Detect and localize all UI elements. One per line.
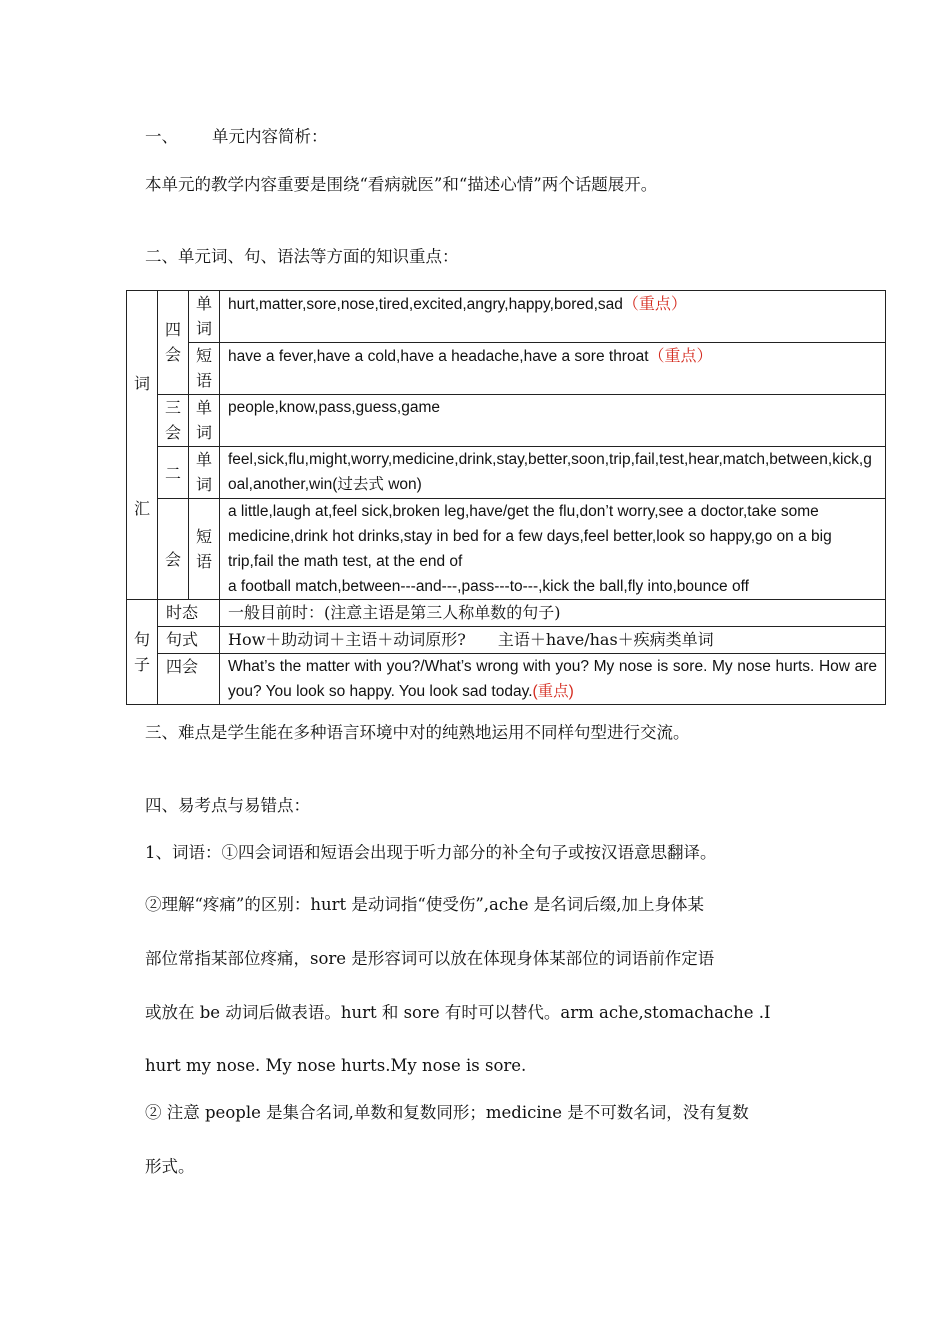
four-content-cell [220, 654, 886, 705]
vocab-label-2: 汇 [133, 499, 150, 518]
r5-content-cell [220, 499, 886, 600]
r4-text: feel,sick,flu,might,worry,medicine,drink,stay,better,soon,trip,fail,test,hear,match,between,kick,goal,another,win(过去式 won) [228, 451, 872, 493]
type-cell [189, 447, 220, 499]
level-two-top-cell [158, 447, 189, 499]
r3-text: people,know,pass,guess,game [228, 399, 440, 416]
sentence-category-cell [127, 600, 158, 705]
level-three-cell [158, 395, 189, 447]
table-row [127, 499, 886, 600]
table-row [127, 627, 886, 654]
type-phrase-label: 短语 [195, 346, 212, 390]
table-row [127, 291, 886, 343]
section1-heading-number: 一、 [145, 127, 178, 146]
sentence-label: 句子 [133, 629, 150, 674]
type-word-label: 单词 [195, 450, 212, 494]
table-row [127, 654, 886, 705]
vocab-category-cell [127, 291, 158, 600]
section4-paragraph-5: hurt my nose. My nose hurts.My nose is sore. [145, 1056, 527, 1075]
tense-text: 一般目前时：(注意主语是第三人称单数的句子) [228, 603, 561, 622]
type-cell [189, 343, 220, 395]
section4-paragraph-7: 形式。 [145, 1157, 195, 1176]
section4-heading: 四、易考点与易错点： [145, 796, 310, 815]
type-word-label: 单词 [195, 398, 212, 442]
section4-paragraph-3: 部位常指某部位疼痛，sore 是形容词可以放在体现身体某部位的词语前作定语 [145, 949, 715, 968]
type-cell [189, 499, 220, 600]
r2-text: have a fever,have a cold,have a headache,have a sore throat [228, 348, 649, 365]
four-text: What’s the matter with you?/What’s wrong with you? My nose is sore. My nose hurts. How are you? You look so happy. You look sad today. [228, 658, 877, 700]
table-row [127, 447, 886, 499]
r1-text: hurt,matter,sore,nose,tired,excited,angry,happy,bored,sad [228, 296, 623, 313]
level-two-label-a: 二 [164, 464, 181, 483]
section4-paragraph-1: 1、词语：①四会词语和短语会出现于听力部分的补全句子或按汉语意思翻译。 [145, 843, 717, 862]
pattern-label: 句式 [166, 630, 199, 649]
level-four-cell [158, 291, 189, 395]
type-word-label: 单词 [195, 294, 212, 338]
four-label: 四会 [166, 657, 199, 676]
level-four-label: 四会 [164, 320, 181, 364]
four-emphasis-mark: (重点) [532, 683, 574, 700]
r5-text: a little,laugh at,feel sick,broken leg,have/get the flu,don’t worry,see a doctor,take some medicine,drink hot drinks,stay in bed for a few days,feel better,look so happy,go on a big trip,fail the math test, at the end of [228, 503, 832, 570]
r2-emphasis-mark: （重点） [648, 346, 713, 365]
pattern-label-cell [158, 627, 220, 654]
section2-heading: 二、单元词、句、语法等方面的知识重点： [145, 247, 459, 266]
type-cell [189, 395, 220, 447]
r2-content-cell [220, 343, 886, 395]
section3-text: 三、难点是学生能在多种语言环境中对的纯熟地运用不同样句型进行交流。 [145, 723, 690, 742]
r4-content-cell [220, 447, 886, 499]
section1-body: 本单元的教学内容重要是围绕“看病就医”和“描述心情”两个话题展开。 [145, 175, 658, 194]
four-label-cell [158, 654, 220, 705]
level-three-label: 三会 [164, 398, 181, 442]
table-row [127, 600, 886, 627]
r3-content-cell [220, 395, 886, 447]
type-phrase-label: 短语 [195, 526, 212, 571]
level-two-bottom-cell [158, 499, 189, 600]
tense-label-cell [158, 600, 220, 627]
pattern-content-cell [220, 627, 886, 654]
section4-paragraph-2: ②理解“疼痛”的区别：hurt 是动词指“使受伤”,ache 是名词后缀,加上身体某 [145, 895, 704, 914]
section1-heading [145, 126, 328, 148]
tense-label: 时态 [166, 603, 199, 622]
pattern-text: How＋助动词＋主语＋动词原形? 主语＋have/has＋疾病类单词 [228, 630, 714, 649]
knowledge-table [126, 290, 886, 705]
r1-emphasis-mark: （重点） [622, 294, 687, 313]
level-two-label-b: 会 [164, 550, 181, 569]
section4-paragraph-6: ② 注意 people 是集合名词,单数和复数同形；medicine 是不可数名词，没有复数 [145, 1103, 749, 1122]
table-row [127, 395, 886, 447]
vocab-label-1: 词 [133, 374, 150, 393]
type-cell [189, 291, 220, 343]
r5-text-2: a football match,between---and---,pass---to---,kick the ball,fly into,bounce off [228, 578, 749, 595]
section4-paragraph-4: 或放在 be 动词后做表语。hurt 和 sore 有时可以替代。arm ache,stomachache .I [145, 1003, 771, 1022]
tense-content-cell [220, 600, 886, 627]
r1-content-cell [220, 291, 886, 343]
table-row [127, 343, 886, 395]
section1-heading-text: 单元内容简析： [212, 127, 328, 146]
